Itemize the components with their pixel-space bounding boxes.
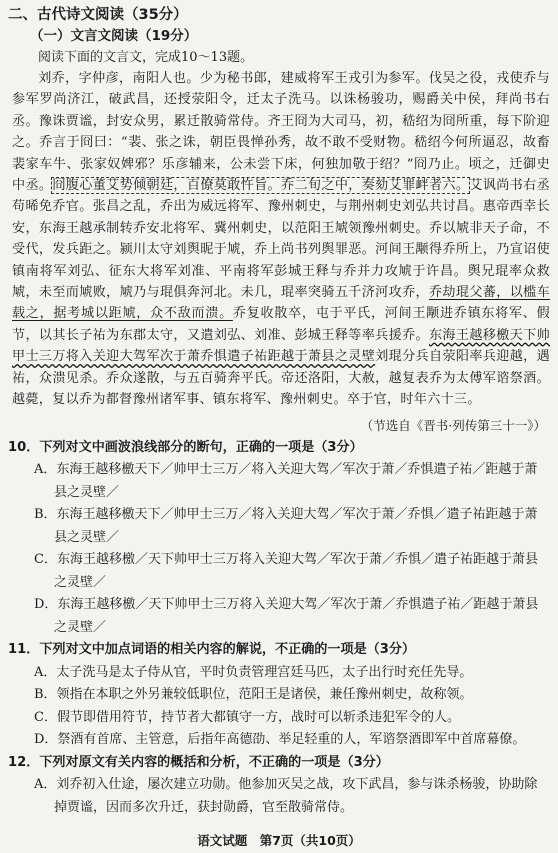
option-d: D．东海王越移檄／天下帅甲士三万将入关迎大驾／军次于萧／乔惧遣子祐／距越于萧县之灵壁／ bbox=[34, 597, 539, 635]
subsection-title: （一）文言文阅读（19分） bbox=[30, 28, 198, 44]
question-stem: 11．下列对文中加点词语的相关内容的解说，不正确的一项是（3分） bbox=[8, 642, 416, 657]
classical-passage bbox=[8, 68, 550, 411]
passage-text-1: 刘乔，字仲彦，南阳人也。少为秘书郎，建威将军王戎引为参军。伐吴之役，戎使乔与参军罗尚济江，破武昌，还授荥阳令，迁太子洗马。以诛杨骏功，赐爵关中侯，拜尚书右丞。豫诛贾谧，封安众男，累迁散骑常侍。齐王冏为大司马，初，嵇绍为冏所重，每下阶迎之。乔言于冏曰：“裴、张之诛，朝臣畏惮孙秀，故不敢不受财物。嵇绍今何所逼忍，故畜裴家车牛、张家奴婢邪？乐彦辅来，公未尝下床，何独加敬于绍？”冏乃止。顷之，迁御史中丞。 bbox=[12, 71, 550, 194]
passage-underlined-sentence: 乔劫琨父蕃，以槛车载之，据考城以距虓，众不敌而溃。 bbox=[12, 285, 550, 322]
question-stem: 10．下列对文中画波浪线部分的断句，正确的一项是（3分） bbox=[8, 439, 363, 455]
question-10 bbox=[8, 437, 550, 640]
option-a: A．刘乔初入仕途，屡次建立功勋。他参加灭吴之战，攻下武昌，参与诛杀杨骏，协助除掉贾谧，因而多次升迁，获封勋爵，官至散骑常侍。 bbox=[34, 777, 538, 815]
option-b: B．东海王越移檄天下／帅甲士三万／将入关迎大驾／军次于萧／乔惧／遣子祐距越于萧县之灵壁／ bbox=[34, 507, 538, 545]
option-a: A．东海王越移檄天下／帅甲士三万／将入关迎大驾／军次于萧／乔惧遣子祐／距越于萧县之灵壁／ bbox=[34, 462, 538, 500]
option-c: C．假节即借用符节，持节者大都镇守一方，战时可以斩杀违犯军令的人。 bbox=[34, 709, 460, 725]
passage-text-2: 艾讽尚书右丞苟晞免乔官。张昌之乱，乔出为威远将军、豫州刺史，与荆州刺史刘弘共讨昌。惠帝西幸长安，东海王越承制转乔安北将军、冀州刺史，以范阳王虓领豫州刺史。乔以虓非天子命，不受代，发兵距之。颍川太守刘舆昵于虓，乔上尚书列舆罪恶。河间王颙得乔所上，乃宣诏使镇南将军刘弘、征东大将军刘准、平南将军彭城王释与乔并力攻虓于许昌。舆兄琨率众救虓，未至而虓败，虓乃与琨俱奔河北。未几，琨率突骑五千济河攻乔， bbox=[12, 178, 550, 301]
passage-boxed-sentence: 冏腹心董艾势倾朝廷，百僚莫敢忤旨。乔二旬之中，奏劾艾罪衅者六。 bbox=[52, 178, 470, 194]
passage-wavy-segment: 东海王越移檄天下帅甲士三万将入关迎大驾军次于萧乔惧遣子祐距越于萧县之灵壁 bbox=[12, 327, 550, 365]
question-12 bbox=[8, 752, 550, 820]
option-d: D．祭酒有首席、主管意，后指年高德劭、举足轻重的人，军谘祭酒即军中首席幕僚。 bbox=[34, 732, 526, 747]
page-footer: 语文试题 第7页（共10页） bbox=[197, 833, 361, 848]
reading-instruction: 阅读下面的文言文，完成10～13题。 bbox=[38, 50, 254, 65]
option-b: B．领指在本职之外另兼较低职位，范阳王是诸侯，兼任豫州刺史，故称领。 bbox=[34, 687, 473, 702]
question-stem: 12．下列对原文有关内容的概括和分析，不正确的一项是（3分） bbox=[8, 754, 389, 770]
question-11 bbox=[8, 639, 550, 752]
passage-text-4: 刘琨分兵自荥阳率兵迎越，遇祐，众溃见杀。乔众遂散，与五百骑奔平氏。帝还洛阳，大赦，越复表乔为太傅军谘祭酒。越薨，复以乔为都督豫州诸军事、镇东将军、豫州刺史。卒于官，时年六十三。 bbox=[12, 349, 550, 408]
passage-text-3: 乔复收散卒，屯于平氏，河间王颙进乔镇东将军、假节，以其长子祐为东郡太守，又遣刘弘、刘准、彭城王释等率兵援乔。 bbox=[12, 306, 550, 343]
option-a: A．太子洗马是太子侍从官，平时负责管理宫廷马匹，太子出行时充任先导。 bbox=[34, 664, 473, 680]
option-c: C．东海王越移檄／天下帅甲士三万将入关迎大驾／军次于萧／乔惧／遣子祐距越于萧县之灵壁／ bbox=[34, 552, 538, 590]
section-title: 二、古代诗文阅读（35分） bbox=[8, 7, 188, 23]
passage-source: （节选自《晋书·列传第三十一》） bbox=[360, 417, 546, 433]
